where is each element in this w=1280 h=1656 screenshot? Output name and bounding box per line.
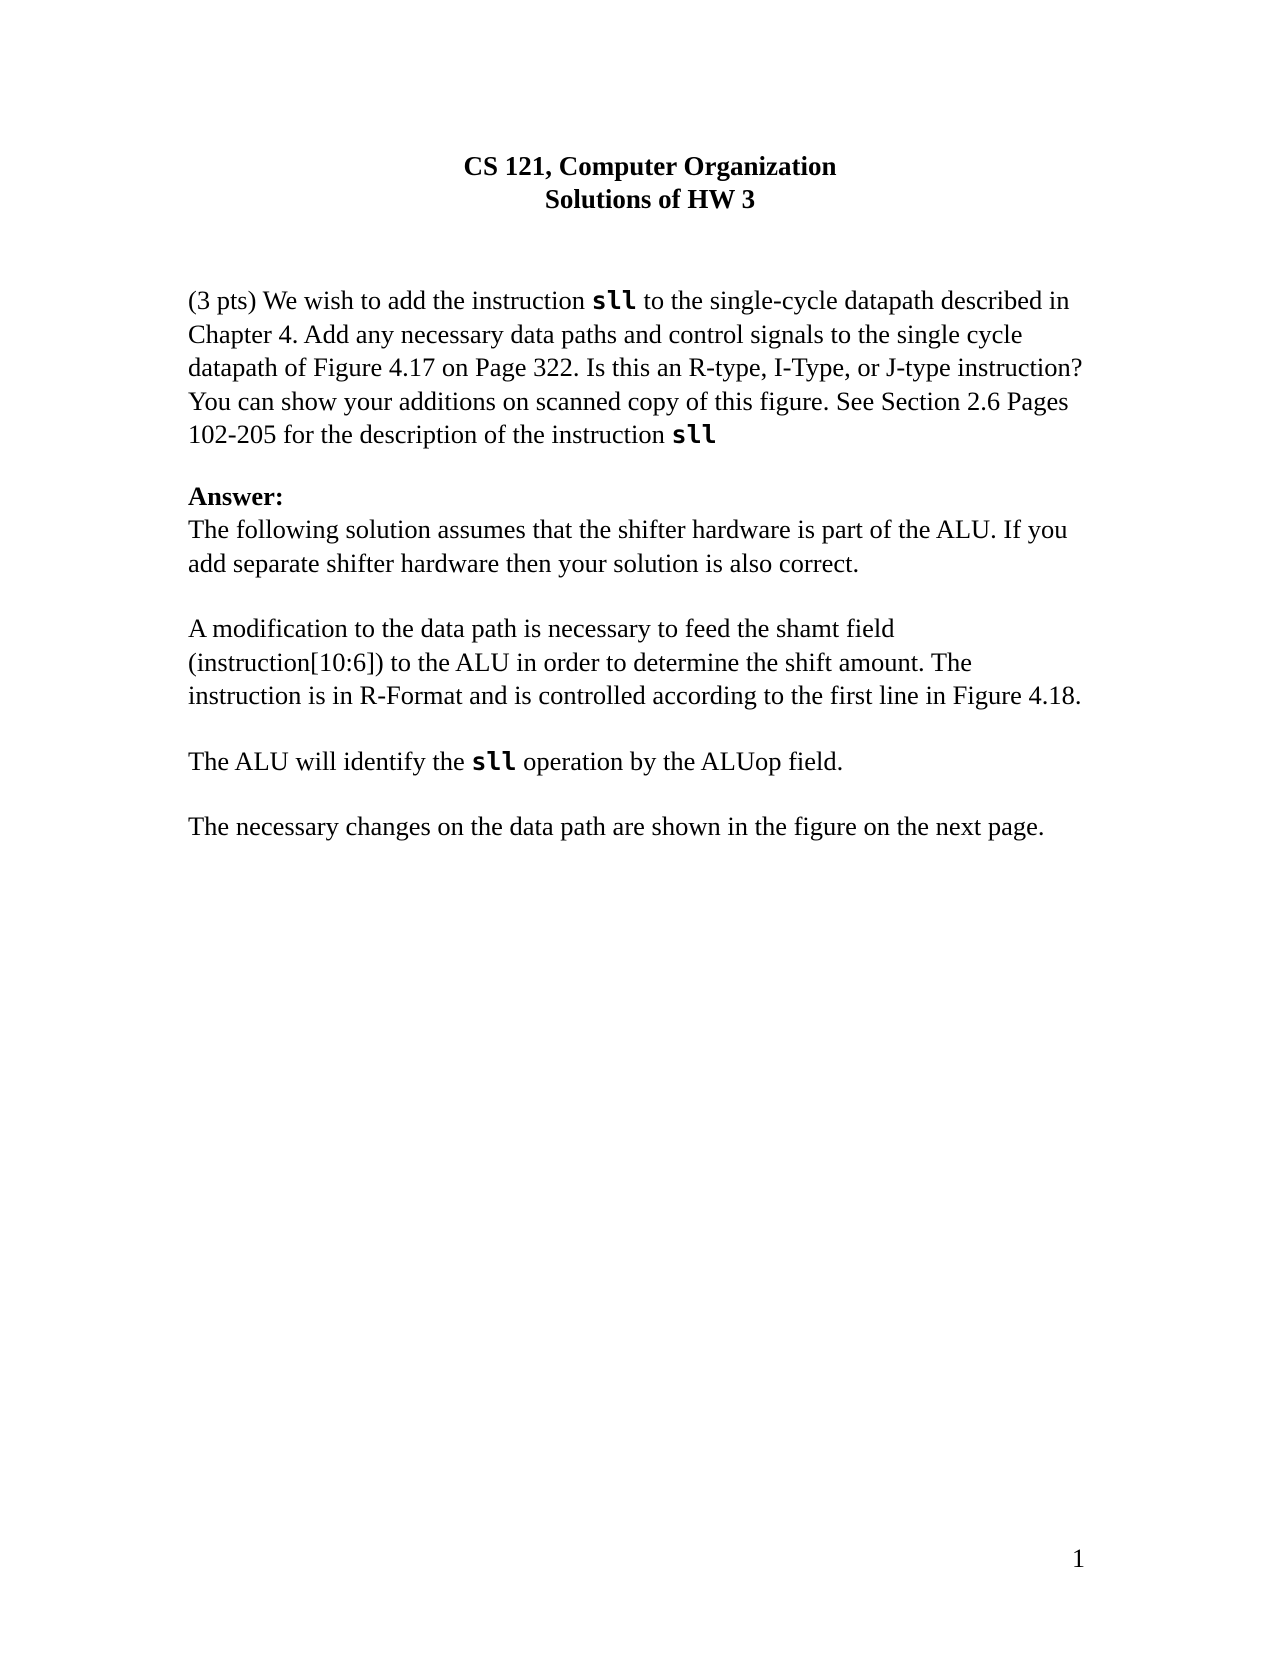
title-block — [0, 150, 1280, 216]
question-text-start: (3 pts) We wish to add the instruction — [188, 285, 592, 315]
answer-paragraph-2: A modification to the data path is necessary to feed the shamt field (instruction[10:6]) to the ALU in order to determine the shift amount. The instruction is in R-Format and is controlled according to the first line in Figure 4.18. — [188, 613, 1082, 710]
instruction-code: sll — [671, 420, 717, 449]
instruction-code: sll — [471, 746, 517, 776]
question-paragraph — [188, 284, 1088, 452]
course-title: CS 121, Computer Organization — [463, 151, 837, 181]
answer-paragraph-3-start: The ALU will identify the — [188, 745, 472, 776]
question-text-middle: to the single-cycle datapath described in Chapter 4. Add any necessary data paths and control signals to the single cycle datapath of Figure 4.17 on Page 322. Is this an R-type, I-Type, or J-type instruction? You can show your additions on scanned copy of this figure. See Section 2.6 Pages 102-205 for the description of the instruction — [188, 285, 1083, 449]
answer-paragraph-3-end: operation by the ALUop field. — [516, 745, 844, 776]
answer-label: Answer: — [188, 480, 284, 511]
homework-subtitle: Solutions of HW 3 — [544, 184, 756, 214]
answer-paragraph-4: The necessary changes on the data path are shown in the figure on the next page. — [188, 811, 1045, 841]
page-number: 1 — [1072, 1544, 1085, 1573]
instruction-code: sll — [591, 286, 637, 315]
document-body — [188, 284, 1088, 844]
answer-paragraph-3 — [188, 745, 1088, 779]
answer-paragraph-1: The following solution assumes that the shifter hardware is part of the ALU. If you add separate shifter hardware then your solution is also correct. — [188, 514, 1068, 578]
